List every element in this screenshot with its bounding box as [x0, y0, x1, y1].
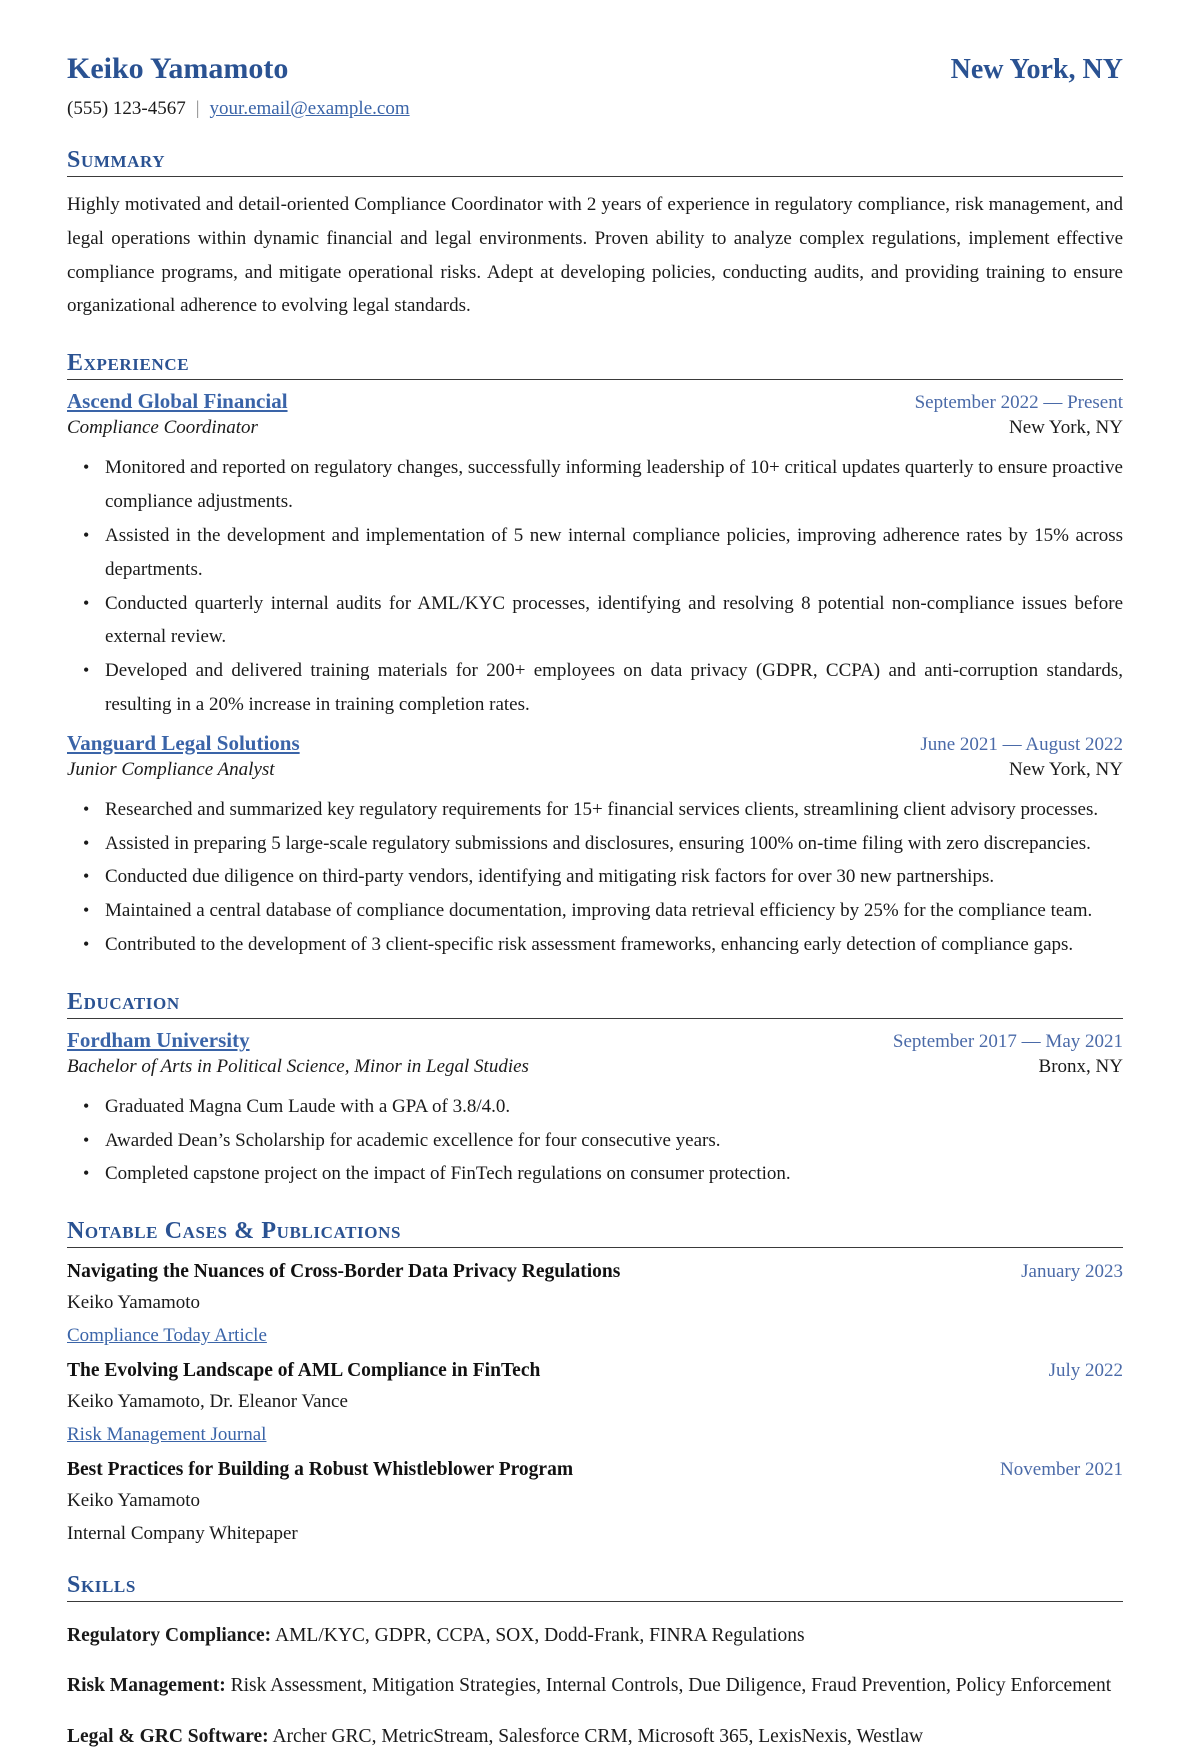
section-title-skills: Skills — [67, 1570, 1123, 1602]
contact-separator: | — [195, 98, 200, 119]
publication-entry — [67, 1360, 1123, 1446]
experience-entry-vanguard — [67, 731, 1123, 962]
section-title-experience: Experience — [67, 348, 1123, 380]
skill-values: AML/KYC, GDPR, CCPA, SOX, Dodd-Frank, FINRA Regulations — [275, 1625, 805, 1647]
job-bullets — [81, 451, 1123, 722]
bullet-item: • Completed capstone project on the impact of FinTech regulations on consumer protection. — [81, 1157, 1123, 1191]
pub-head — [67, 1459, 1123, 1481]
candidate-name: Keiko Yamamoto — [67, 52, 289, 85]
section-title-education: Education — [67, 987, 1123, 1019]
skill-values: Risk Assessment, Mitigation Strategies, Internal Controls, Due Diligence, Fraud Prevention, Policy Enforcement — [230, 1675, 1112, 1697]
publication-title: Navigating the Nuances of Cross-Border Data Privacy Regulations — [67, 1261, 621, 1283]
venue-link-risk-management-journal[interactable]: Risk Management Journal — [67, 1424, 267, 1446]
bullet-item: • Contributed to the development of 3 client-specific risk assessment frameworks, enhancing early detection of compliance gaps. — [81, 928, 1123, 962]
school-location: Bronx, NY — [1038, 1055, 1123, 1077]
bullet-item: • Maintained a central database of compliance documentation, improving data retrieval efficiency by 25% for the compliance team. — [81, 894, 1123, 928]
job-bullets — [81, 793, 1123, 962]
publication-venue — [67, 1424, 1123, 1446]
bullet-item: • Graduated Magna Cum Laude with a GPA of 3.8/4.0. — [81, 1090, 1123, 1124]
publication-authors: Keiko Yamamoto, Dr. Eleanor Vance — [67, 1391, 348, 1413]
school-link-fordham[interactable]: Fordham University — [67, 1027, 250, 1052]
venue-link-compliance-today[interactable]: Compliance Today Article — [67, 1325, 267, 1347]
company-link-vanguard[interactable]: Vanguard Legal Solutions — [67, 730, 300, 755]
bullet-item: • Assisted in the development and implementation of 5 new internal compliance policies, improving adherence rates by 15% across departments. — [81, 519, 1123, 587]
publication-date: July 2022 — [1048, 1360, 1123, 1382]
publication-date: November 2021 — [1000, 1459, 1123, 1481]
job-title: Compliance Coordinator — [67, 417, 258, 439]
publication-venue-plain: Internal Company Whitepaper — [67, 1523, 298, 1545]
phone-number: (555) 123-4567 — [67, 98, 186, 119]
bullet-item: • Developed and delivered training materials for 200+ employees on data privacy (GDPR, CCPA) and anti-corruption standards, resulting in a 20% increase in training completion rates. — [81, 654, 1123, 722]
entry-sub — [67, 1056, 1123, 1078]
education-bullets — [81, 1090, 1123, 1191]
publication-date: January 2023 — [1021, 1261, 1123, 1283]
job-title: Junior Compliance Analyst — [67, 758, 275, 780]
entry-dates: September 2017 — May 2021 — [892, 1030, 1123, 1052]
company-link-ascend[interactable]: Ascend Global Financial — [67, 389, 288, 414]
bullet-item: • Assisted in preparing 5 large-scale regulatory submissions and disclosures, ensuring 100% on-time filing with zero discrepancies. — [81, 827, 1123, 861]
job-location: New York, NY — [1008, 417, 1123, 439]
header — [67, 52, 1123, 86]
section-title-summary: Summary — [67, 145, 1123, 177]
entry-dates: September 2022 — Present — [914, 392, 1123, 414]
pub-head — [67, 1360, 1123, 1382]
skill-label: Regulatory Compliance: — [67, 1625, 272, 1647]
entry-sub — [67, 759, 1123, 781]
summary-text: Highly motivated and detail-oriented Compliance Coordinator with 2 years of experience in regulatory compliance, risk management, and legal operations within dynamic financial and legal environments. Proven ability to analyze complex regulations, implement effective compliance programs, and mitigate operational risks. Adept at developing policies, conducting audits, and providing training to ensure organizational adherence to evolving legal standards. — [67, 194, 1123, 317]
publication-venue — [67, 1325, 1123, 1347]
bullet-item: • Researched and summarized key regulatory requirements for 15+ financial services clients, streamlining client advisory processes. — [81, 793, 1123, 827]
entry-dates: June 2021 — August 2022 — [920, 733, 1123, 755]
education-entry-fordham — [67, 1028, 1123, 1191]
publication-title: The Evolving Landscape of AML Compliance in FinTech — [67, 1360, 541, 1382]
candidate-location: New York, NY — [950, 54, 1123, 85]
entry-head — [67, 389, 1123, 414]
publication-title: Best Practices for Building a Robust Whistleblower Program — [67, 1459, 574, 1481]
experience-entry-ascend — [67, 389, 1123, 722]
bullet-item: • Awarded Dean’s Scholarship for academic excellence for four consecutive years. — [81, 1124, 1123, 1158]
skill-values: Archer GRC, MetricStream, Salesforce CRM, Microsoft 365, LexisNexis, Westlaw — [272, 1725, 924, 1747]
publication-entry — [67, 1261, 1123, 1347]
contact-row — [67, 98, 1123, 120]
entry-head — [67, 1028, 1123, 1053]
bullet-item: • Conducted due diligence on third-party vendors, identifying and mitigating risk factors for over 30 new partnerships. — [81, 860, 1123, 894]
email-link[interactable]: your.email@example.com — [209, 98, 410, 119]
publication-authors: Keiko Yamamoto — [67, 1292, 200, 1314]
publication-authors: Keiko Yamamoto — [67, 1490, 200, 1512]
section-title-publications: Notable Cases & Publications — [67, 1216, 1123, 1248]
publication-entry — [67, 1459, 1123, 1545]
degree-title: Bachelor of Arts in Political Science, Minor in Legal Studies — [67, 1055, 529, 1077]
entry-head — [67, 731, 1123, 756]
bullet-item: • Monitored and reported on regulatory changes, successfully informing leadership of 10+ critical updates quarterly to ensure proactive compliance adjustments. — [81, 451, 1123, 519]
skill-line-regulatory-compliance — [67, 1619, 1123, 1652]
entry-sub — [67, 417, 1123, 439]
skill-label: Risk Management: — [67, 1675, 226, 1697]
bullet-item: • Conducted quarterly internal audits for AML/KYC processes, identifying and resolving 8 potential non-compliance issues before external review. — [81, 587, 1123, 655]
pub-head — [67, 1261, 1123, 1283]
skill-line-legal-grc-software — [67, 1720, 1123, 1753]
job-location: New York, NY — [1008, 758, 1123, 780]
skill-label: Legal & GRC Software: — [67, 1725, 269, 1747]
skill-line-risk-management — [67, 1669, 1123, 1702]
